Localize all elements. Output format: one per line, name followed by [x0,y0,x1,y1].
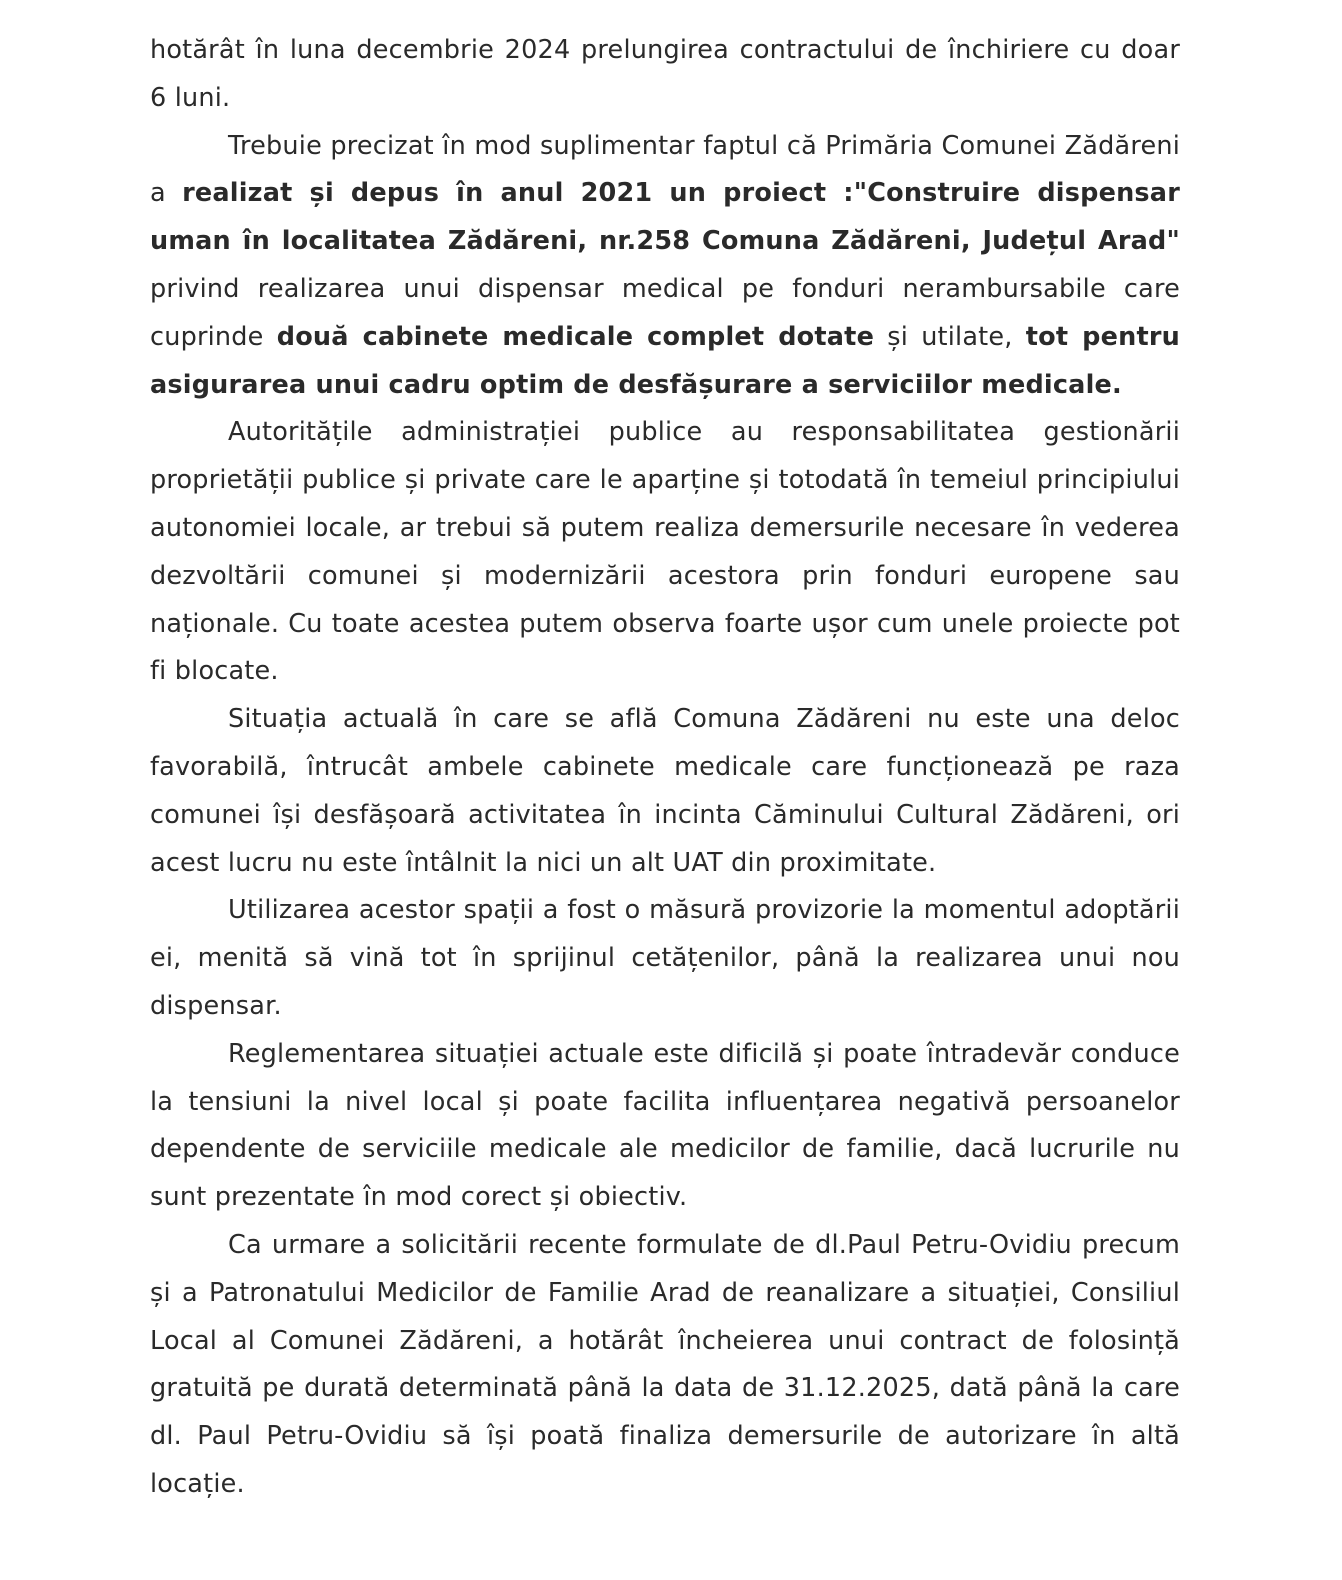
paragraph-continuation [150,27,1180,123]
text-segment: privind realizarea unui dispensar medical pe fonduri nerambursabile care cuprinde [150,273,1180,352]
text-segment: hotărât în luna decembrie 2024 prelungirea contractului de închiriere cu doar 6 luni. [150,35,1180,113]
text-segment: Utilizarea acestor spații a fost o măsură provizorie la momentul adoptării ei, menită să vină tot în sprijinul cetățenilor, până la realizarea unui nou dispensar. [150,895,1180,1021]
bold-text-segment: două cabinete medicale complet dotate [276,321,875,352]
text-segment: și utilate, [874,321,1026,352]
text-segment: Reglementarea situației actuale este dificilă și poate întradevăr conduce la tensiuni la nivel local și poate facilita influențarea negativă persoanelor dependente de serviciile medicale ale medicilor de familie, dacă lucrurile nu sunt prezentate în mod corect și obiectiv. [150,1038,1180,1213]
paragraph-regulation [150,1031,1180,1222]
paragraph-space-usage [150,887,1180,1030]
text-segment: Trebuie precizat în mod suplimentar faptul că Primăria Comunei Zădăreni a [150,130,1180,209]
bold-text-segment: realizat și depus în anul 2021 un proiect :"Construire dispensar uman în localitatea Zădăreni, nr.258 Comuna Zădăreni, Județul Arad" [150,178,1180,257]
paragraph-authorities [150,409,1180,696]
paragraph-council-decision [150,1222,1180,1509]
paragraph-project [150,123,1180,410]
text-segment: Autoritățile administrației publice au responsabilitatea gestionării proprietății publice și private care le aparține și totodată în temeiul principiului autonomiei locale, ar trebui să putem realiza demersurile necesare în vederea dezvoltării comunei și modernizării acestora prin fonduri europene sau naționale. Cu toate acestea putem observa foarte ușor cum unele proiecte pot fi blocate. [150,417,1180,687]
paragraph-current-situation [150,696,1180,887]
text-segment: Ca urmare a solicitării recente formulate de dl.Paul Petru-Ovidiu precum și a Patronatului Medicilor de Familie Arad de reanalizare a situației, Consiliul Local al Comunei Zădăreni, a hotărât încheierea unui contract de folosință gratuită pe durată determinată până la data de 31.12.2025, dată până la care dl. Paul Petru-Ovidiu să își poată finaliza demersurile de autorizare în altă locație. [150,1229,1180,1499]
text-segment: Situația actuală în care se află Comuna Zădăreni nu este una deloc favorabilă, întrucât ambele cabinete medicale care funcționează pe raza comunei își desfășoară activitatea în incinta Căminului Cultural Zădăreni, ori acest lucru nu este întâlnit la nici un alt UAT din proximitate. [150,704,1180,878]
bold-text-segment: tot pentru asigurarea unui cadru optim de desfășurare a serviciilor medicale. [150,321,1180,400]
document-body [150,27,1180,1509]
